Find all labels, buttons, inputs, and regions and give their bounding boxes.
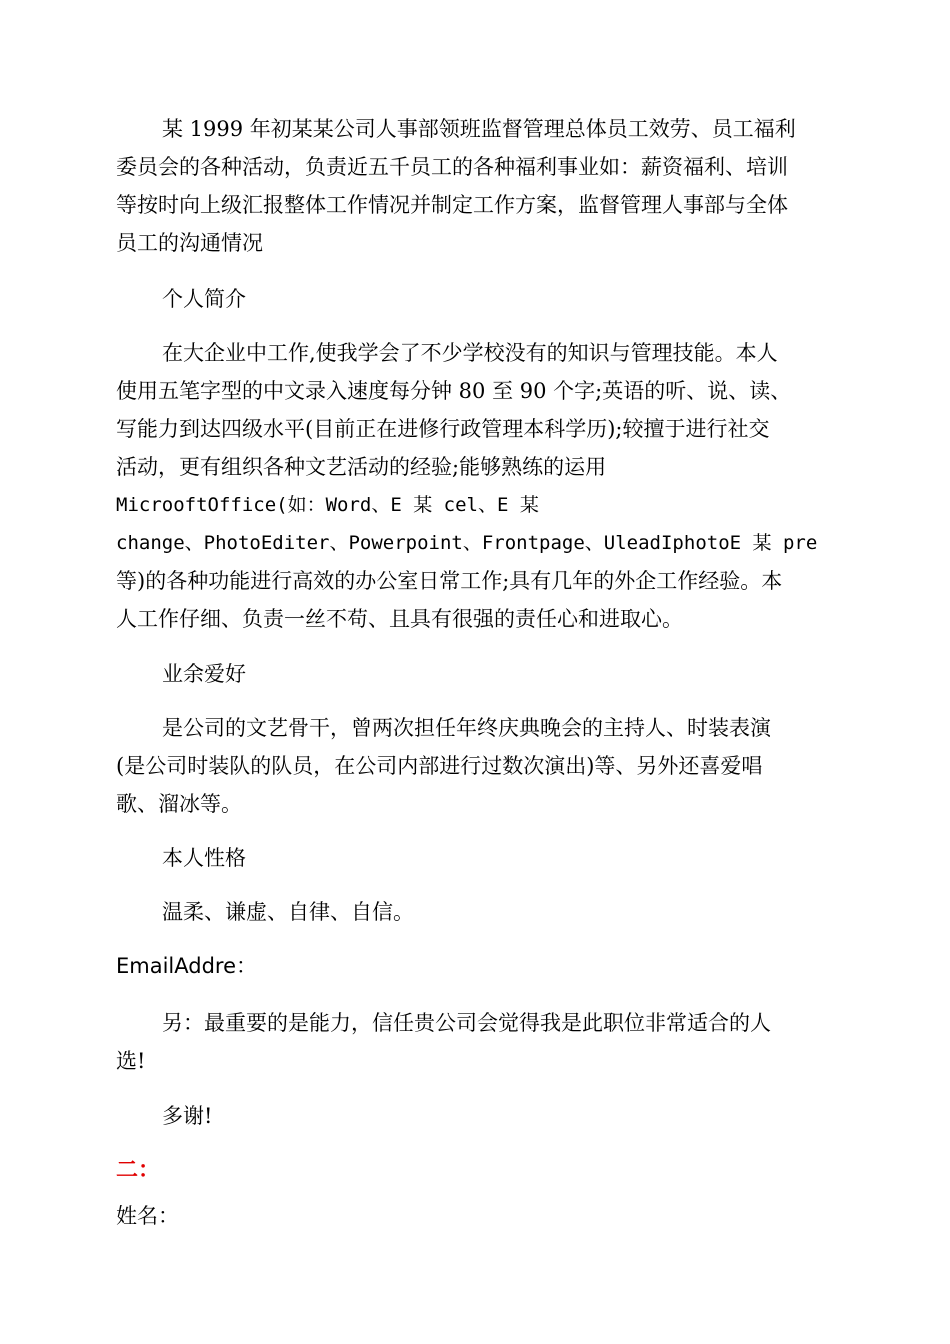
paragraph-personality bbox=[116, 893, 838, 931]
text-line: 某 1999 年初某某公司人事部领班监督管理总体员工效劳、员工福利 bbox=[162, 117, 796, 141]
paragraph-work-experience bbox=[116, 110, 838, 262]
text-line: 另：最重要的是能力，信任贵公司会觉得我是此职位非常适合的人 bbox=[162, 1011, 771, 1035]
text-line: 人工作仔细、负责一丝不苟、且具有很强的责任心和进取心。 bbox=[116, 607, 683, 631]
text-line: 使用五笔字型的中文录入速度每分钟 80 至 90 个字;英语的听、说、读、 bbox=[116, 379, 792, 403]
paragraph-personal-intro bbox=[116, 334, 838, 638]
text-line: 员工的沟通情况 bbox=[116, 231, 263, 255]
text-line: 是公司的文艺骨干，曾两次担任年终庆典晚会的主持人、时装表演 bbox=[162, 716, 771, 740]
text-line: EmailAddre： bbox=[116, 954, 258, 978]
heading-personal-intro bbox=[116, 280, 838, 318]
heading-text: 业余爱好 bbox=[162, 662, 246, 686]
name-label bbox=[116, 1197, 838, 1235]
text-line: 歌、溜冰等。 bbox=[116, 792, 242, 816]
text-line: 写能力到达四级水平(目前正在进修行政管理本科学历);较擅于进行社交 bbox=[116, 417, 770, 441]
text-line: change、PhotoEditer、Powerpoint、Frontpage、UleadIphotoE 某 pre bbox=[116, 532, 818, 554]
text-line: 多谢! bbox=[162, 1104, 213, 1128]
section-two-heading bbox=[116, 1152, 838, 1190]
paragraph-closing-note bbox=[116, 1004, 838, 1080]
heading-text: 个人简介 bbox=[162, 287, 246, 311]
text-line: (是公司时装队的队员，在公司内部进行过数次演出)等、另外还喜爱唱 bbox=[116, 754, 763, 778]
heading-text: 本人性格 bbox=[162, 846, 246, 870]
heading-hobbies bbox=[116, 655, 838, 693]
thanks-text bbox=[116, 1097, 838, 1135]
text-line: 委员会的各种活动，负责近五千员工的各种福利事业如：薪资福利、培训 bbox=[116, 155, 788, 179]
heading-text: 二： bbox=[116, 1158, 161, 1183]
text-line: 温柔、谦虚、自律、自信。 bbox=[162, 900, 414, 924]
email-address-label bbox=[116, 947, 838, 985]
paragraph-hobbies bbox=[116, 709, 838, 823]
text-line: 姓名： bbox=[116, 1204, 179, 1228]
text-line: 活动，更有组织各种文艺活动的经验;能够熟练的运用 bbox=[116, 455, 607, 479]
text-line: 选! bbox=[116, 1049, 146, 1073]
text-line: 等)的各种功能进行高效的办公室日常工作;具有几年的外企工作经验。本 bbox=[116, 569, 783, 593]
text-line: 在大企业中工作,使我学会了不少学校没有的知识与管理技能。本人 bbox=[162, 341, 778, 365]
text-line: MicrooftOffice(如：Word、E 某 cel、E 某 bbox=[116, 494, 539, 516]
heading-personality bbox=[116, 839, 838, 877]
text-line: 等按时向上级汇报整体工作情况并制定工作方案，监督管理人事部与全体 bbox=[116, 193, 788, 217]
